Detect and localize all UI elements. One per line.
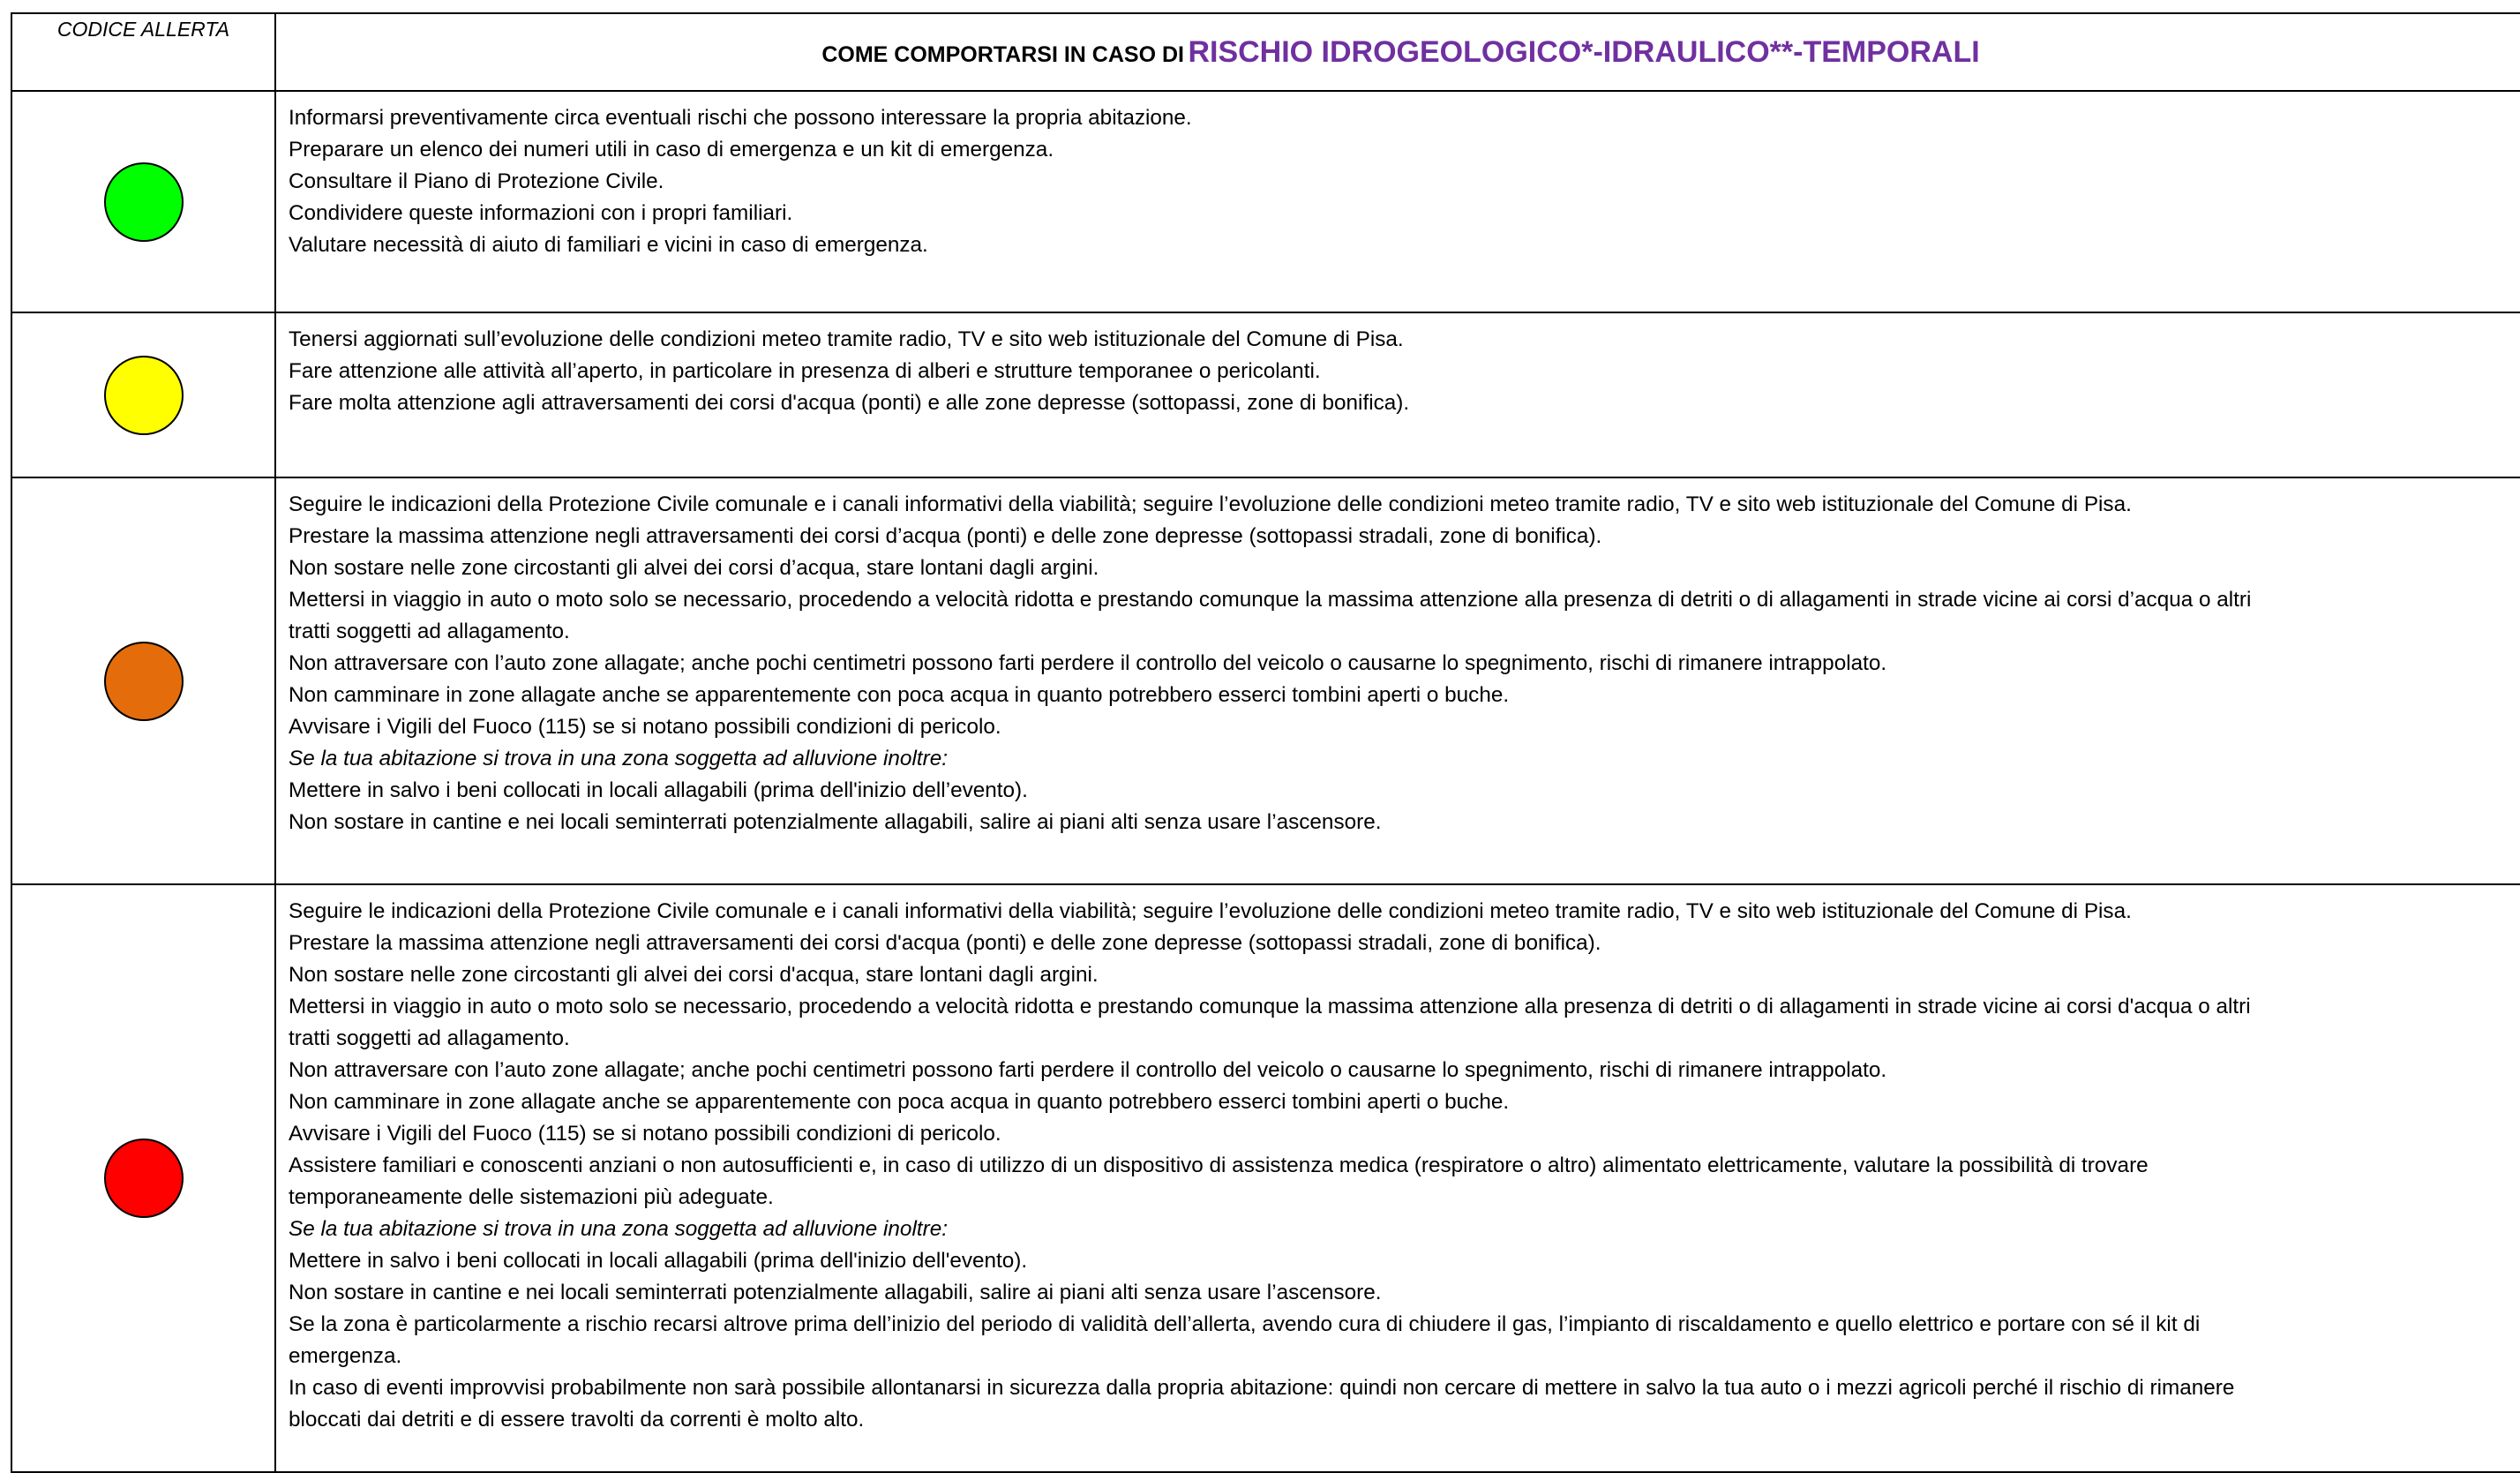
instruction-subheading: Se la tua abitazione si trova in una zona soggetta ad alluvione inoltre:: [289, 747, 948, 770]
instruction-line: Avvisare i Vigili del Fuoco (115) se si notano possibili condizioni di pericolo.: [289, 1122, 1001, 1146]
table-title: [275, 13, 2520, 91]
orange-alert-dot-icon: [104, 642, 184, 721]
instruction-line: Non camminare in zone allagate anche se apparentemente con poca acqua in quanto potrebbero esserci tombini aperti o buche.: [289, 683, 1510, 707]
instruction-line: Se la zona è particolarmente a rischio recarsi altrove prima dell’inizio del periodo di validità dell’allerta, avendo cura di chiudere il gas, l’impianto di riscaldamento e quello elettrico e portare con sé il kit di: [289, 1312, 2201, 1336]
green-alert-dot-icon: [104, 162, 184, 242]
instructions-cell: [275, 884, 2520, 1472]
instruction-line: Mettersi in viaggio in auto o moto solo se necessario, procedendo a velocità ridotta e prestando comunque la massima attenzione alla presenza di detriti o di allagamenti in strade vicine ai corsi d’acqua o altri: [289, 588, 2252, 612]
instruction-line: Prestare la massima attenzione negli attraversamenti dei corsi d'acqua (ponti) e delle zone depresse (sottopassi stradali, zone di bonifica).: [289, 931, 1601, 955]
instruction-line: Preparare un elenco dei numeri utili in caso di emergenza e un kit di emergenza.: [289, 138, 1054, 162]
instruction-line: Non sostare in cantine e nei locali seminterrati potenzialmente allagabili, salire ai piani alti senza usare l’ascensore.: [289, 810, 1382, 834]
instruction-line: Non sostare in cantine e nei locali seminterrati potenzialmente allagabili, salire ai piani alti senza usare l’ascensore.: [289, 1281, 1382, 1304]
alert-code-cell: [11, 477, 275, 884]
instruction-line: Non attraversare con l’auto zone allagate; anche pochi centimetri possono farti perdere il controllo del veicolo o causarne lo spegnimento, rischi di rimanere intrappolato.: [289, 651, 1887, 675]
alert-row-orange: [11, 477, 2520, 884]
instruction-line: Avvisare i Vigili del Fuoco (115) se si notano possibili condizioni di pericolo.: [289, 715, 1001, 739]
alert-row-red: [11, 884, 2520, 1472]
yellow-alert-dot-icon: [104, 356, 184, 435]
instruction-line: Non sostare nelle zone circostanti gli alvei dei corsi d’acqua, stare lontani dagli argini.: [289, 556, 1099, 580]
header-row: [11, 13, 2520, 91]
alert-code-cell: [11, 884, 275, 1472]
instructions-cell: [275, 91, 2520, 312]
instructions-cell: [275, 477, 2520, 884]
red-alert-dot-icon: [104, 1139, 184, 1218]
instruction-line: Prestare la massima attenzione negli attraversamenti dei corsi d’acqua (ponti) e delle zone depresse (sottopassi stradali, zone di bonifica).: [289, 524, 1602, 548]
instruction-line: tratti soggetti ad allagamento.: [289, 1026, 570, 1050]
instructions-cell: [275, 312, 2520, 477]
instruction-line: tratti soggetti ad allagamento.: [289, 620, 570, 643]
instruction-line: Non camminare in zone allagate anche se apparentemente con poca acqua in quanto potrebbero esserci tombini aperti o buche.: [289, 1090, 1510, 1114]
alert-row-yellow: [11, 312, 2520, 477]
instruction-line: Mettere in salvo i beni collocati in locali allagabili (prima dell'inizio dell'evento).: [289, 1249, 1028, 1273]
alert-behavior-table: [11, 12, 2520, 1473]
code-column-header: CODICE ALLERTA: [11, 13, 275, 91]
instruction-line: Fare molta attenzione agli attraversamenti dei corsi d'acqua (ponti) e alle zone depresse (sottopassi, zone di bonifica).: [289, 391, 1410, 415]
instruction-line: Non attraversare con l’auto zone allagate; anche pochi centimetri possono farti perdere il controllo del veicolo o causarne lo spegnimento, rischi di rimanere intrappolato.: [289, 1058, 1887, 1082]
instruction-line: Mettersi in viaggio in auto o moto solo se necessario, procedendo a velocità ridotta e prestando comunque la massima attenzione alla presenza di detriti o di allagamenti in strade vicine ai corsi d'acqua o altri: [289, 995, 2251, 1018]
instruction-line: Mettere in salvo i beni collocati in locali allagabili (prima dell'inizio dell’evento).: [289, 778, 1028, 802]
instruction-line: Seguire le indicazioni della Protezione Civile comunale e i canali informativi della viabilità; seguire l’evoluzione delle condizioni meteo tramite radio, TV e sito web istituzionale del Comune di Pisa.: [289, 492, 2132, 516]
instruction-line: Condividere queste informazioni con i propri familiari.: [289, 201, 793, 225]
instruction-line: Non sostare nelle zone circostanti gli alvei dei corsi d'acqua, stare lontani dagli argini.: [289, 963, 1099, 987]
instruction-line: Tenersi aggiornati sull’evoluzione delle condizioni meteo tramite radio, TV e sito web istituzionale del Comune di Pisa.: [289, 327, 1404, 351]
alert-row-green: [11, 91, 2520, 312]
instruction-line: Assistere familiari e conoscenti anziani o non autosufficienti e, in caso di utilizzo di un dispositivo di assistenza medica (respiratore o altro) alimentato elettricamente, valutare la possibilità di trovare: [289, 1154, 2149, 1177]
instruction-line: temporaneamente delle sistemazioni più adeguate.: [289, 1185, 774, 1209]
instruction-line: Consultare il Piano di Protezione Civile.: [289, 169, 664, 193]
instruction-subheading: Se la tua abitazione si trova in una zona soggetta ad alluvione inoltre:: [289, 1217, 948, 1241]
instruction-line: In caso di eventi improvvisi probabilmente non sarà possibile allontanarsi in sicurezza dalla propria abitazione: quindi non cercare di mettere in salvo la tua auto o i mezzi agricoli perché il rischio di rimanere: [289, 1376, 2235, 1400]
instruction-line: bloccati dai detriti e di essere travolti da correnti è molto alto.: [289, 1408, 865, 1432]
instruction-line: Seguire le indicazioni della Protezione Civile comunale e i canali informativi della viabilità; seguire l’evoluzione delle condizioni meteo tramite radio, TV e sito web istituzionale del Comune di Pisa.: [289, 899, 2132, 923]
title-risk-type: RISCHIO IDROGEOLOGICO*-IDRAULICO**-TEMPORALI: [1188, 34, 1980, 69]
instruction-line: Informarsi preventivamente circa eventuali rischi che possono interessare la propria abitazione.: [289, 106, 1192, 130]
title-prefix: COME COMPORTARSI IN CASO DI: [821, 41, 1184, 67]
instruction-line: Valutare necessità di aiuto di familiari e vicini in caso di emergenza.: [289, 233, 928, 257]
instruction-line: Fare attenzione alle attività all’aperto, in particolare in presenza di alberi e strutture temporanee o pericolanti.: [289, 359, 1321, 383]
alert-code-cell: [11, 91, 275, 312]
instruction-line: emergenza.: [289, 1344, 402, 1368]
alert-code-cell: [11, 312, 275, 477]
